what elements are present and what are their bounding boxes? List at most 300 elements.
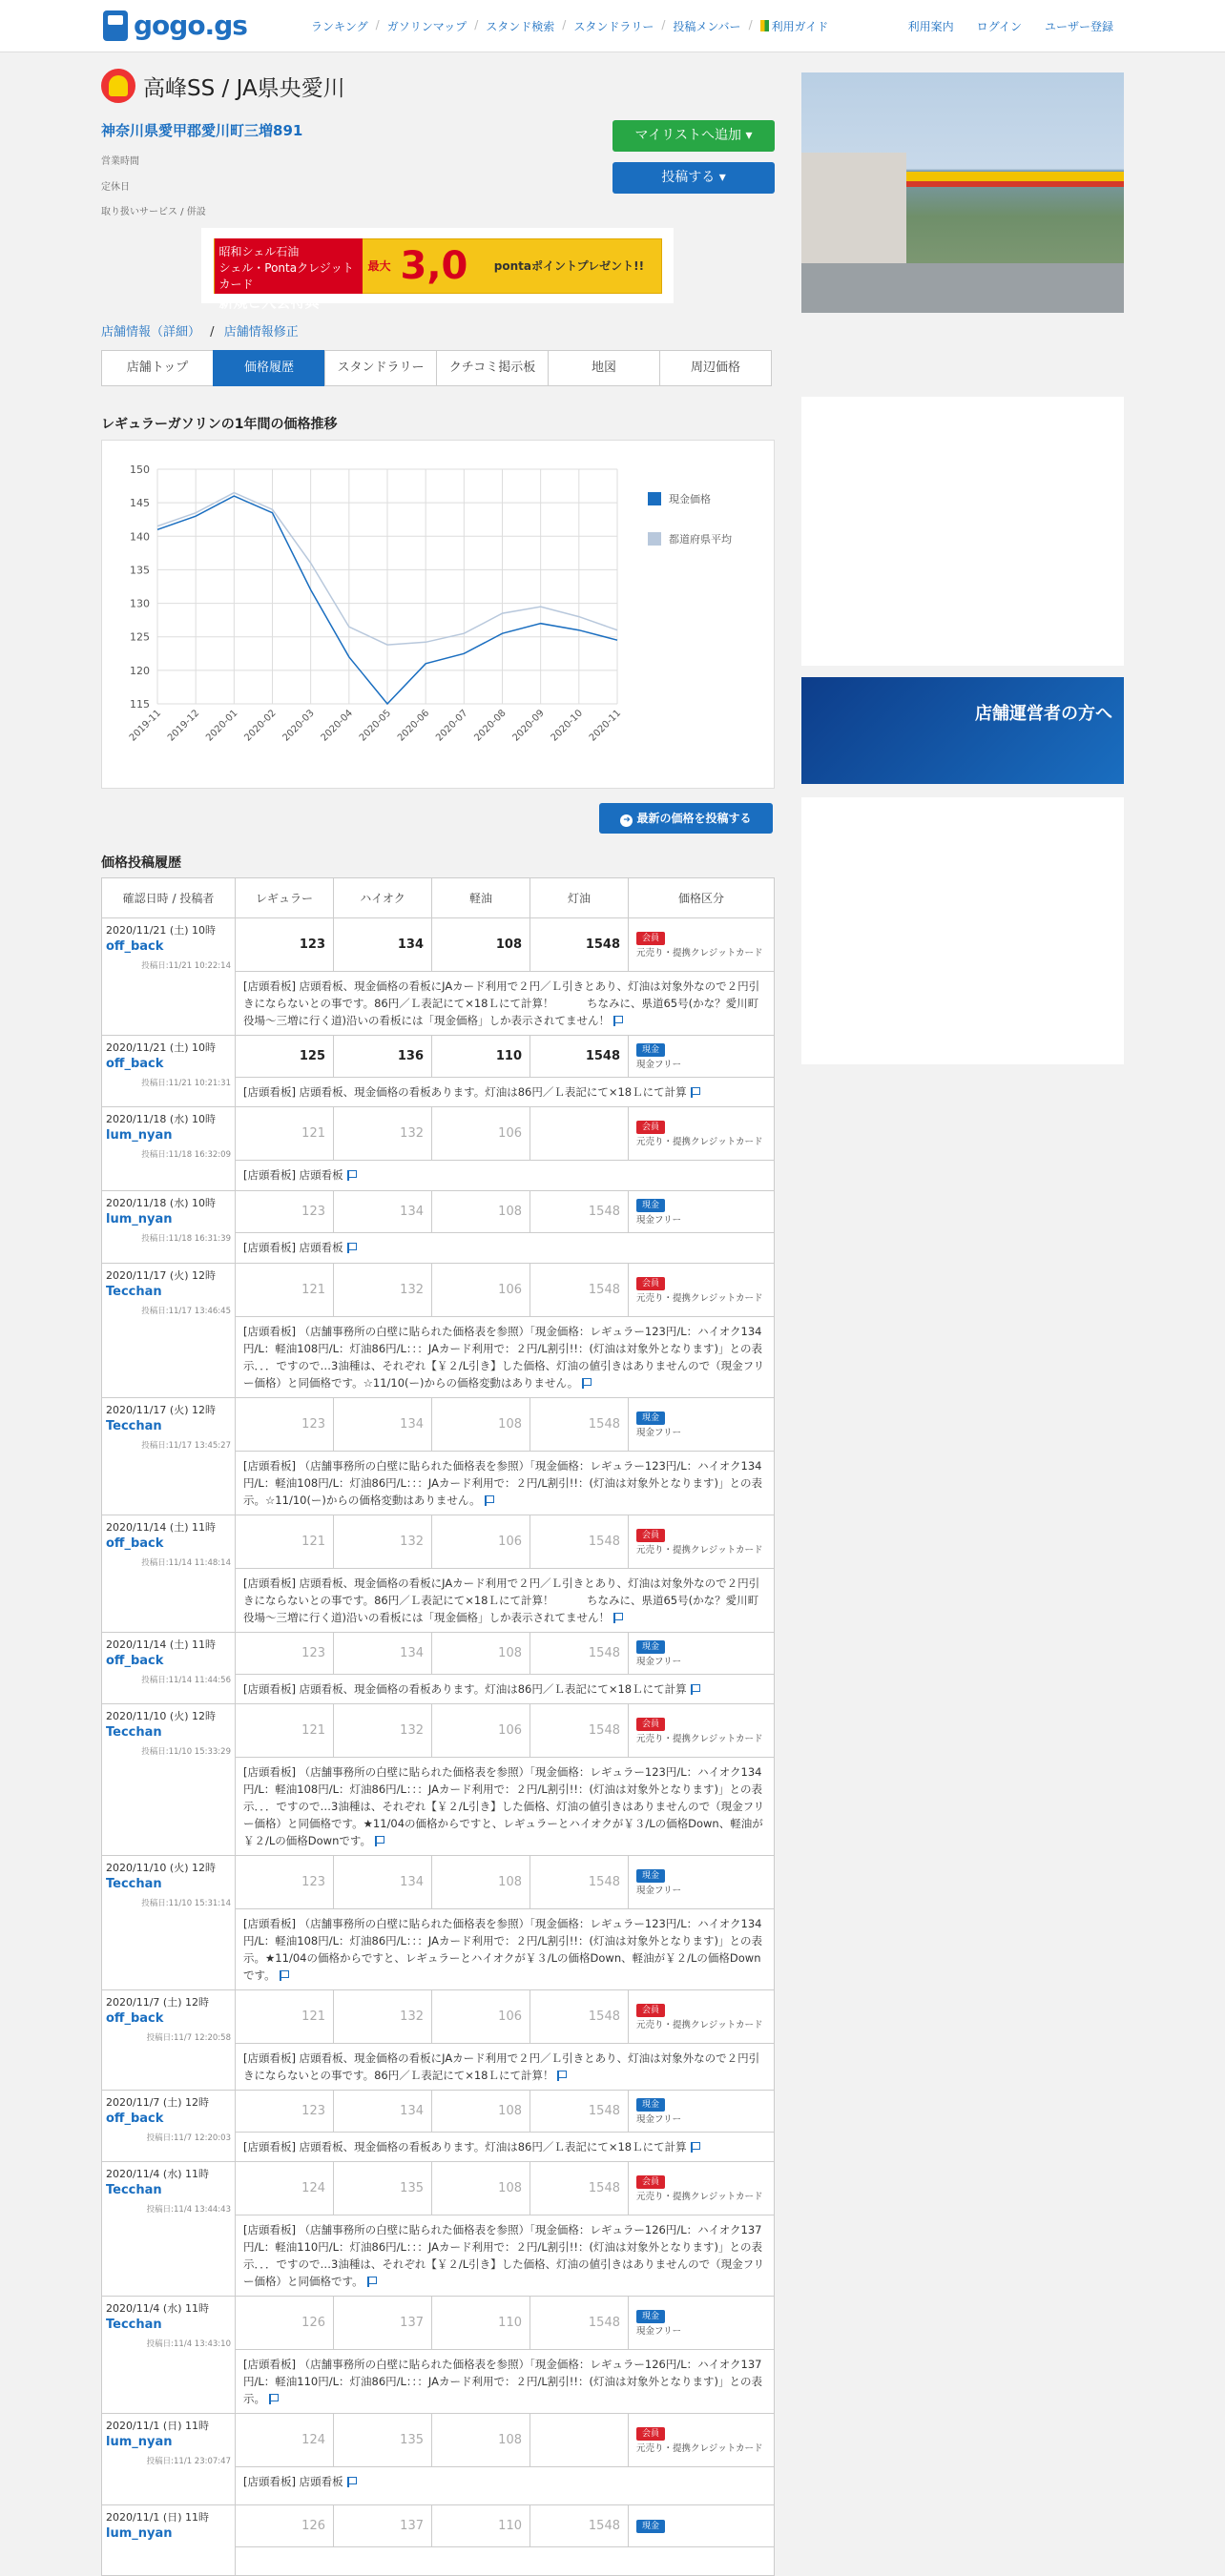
price-type-label: 現金フリー — [636, 1656, 682, 1667]
price-cell-hi: 134 — [334, 1398, 432, 1452]
main-content — [101, 69, 775, 2541]
nav-stand-search[interactable]: スタンド検索 — [486, 20, 555, 33]
y-tick-label: 135 — [130, 564, 150, 577]
check-date: 2020/11/21 (土) 10時 — [106, 1041, 216, 1054]
price-type-cell — [629, 1633, 775, 1675]
post-meta — [102, 1990, 236, 2091]
price-cell-reg: 125 — [236, 1036, 334, 1078]
check-date: 2020/11/10 (火) 12時 — [106, 1710, 216, 1722]
user-link[interactable]: off_back — [106, 1057, 164, 1071]
report-flag-icon[interactable] — [269, 2394, 279, 2404]
comment-cell — [236, 2467, 775, 2505]
post-date: 投稿日:11/10 15:33:29 — [141, 1747, 231, 1757]
comment-text: [店頭看板] （店舗事務所の白壁に貼られた価格表を参照）「現金価格：レギュラー126円/L：ハイオク137円/L：軽油110円/L：灯油86円/L：：：JAカード利用で：２円/L割引!!：(灯油は対象外となります)」との表示．．．ですので…3油種は、それぞれ【￥２/L引き】した価格、灯油の値引きはありませんので（現金フリー価格）と同価格です。 — [243, 2223, 765, 2288]
user-link[interactable]: Tecchan — [106, 1725, 162, 1740]
nav-separator: / — [474, 18, 479, 31]
post-meta — [102, 2505, 236, 2576]
post-date: 投稿日:11/1 23:07:47 — [146, 2457, 231, 2466]
comment-cell — [236, 1675, 775, 1704]
price-cell-hi: 136 — [334, 1036, 432, 1078]
comment-cell — [236, 972, 775, 1036]
price-cell-kero: 1548 — [530, 918, 629, 972]
price-type-label: 元売り・提携クレジットカード — [636, 2019, 763, 2030]
price-type-badge: 現金 — [636, 1199, 665, 1212]
price-type-badge: 現金 — [636, 1869, 665, 1883]
price-type-badge: 会員 — [636, 2427, 665, 2441]
table-row — [102, 1398, 775, 1452]
price-cell-hi: 132 — [334, 1990, 432, 2044]
check-date: 2020/11/7 (土) 12時 — [106, 2096, 209, 2109]
station-photo — [801, 72, 1124, 313]
price-type-badge: 会員 — [636, 932, 665, 945]
price-type-badge: 現金 — [636, 1412, 665, 1425]
post-date: 投稿日:11/21 10:22:14 — [141, 961, 231, 971]
comment-cell — [236, 1569, 775, 1633]
check-date: 2020/11/1 (日) 11時 — [106, 2420, 209, 2432]
price-cell-hi: 137 — [334, 2297, 432, 2350]
comment-text: [店頭看板] 店頭看板、現金価格の看板あります。灯油は86円／Ｌ表記にて×18Ｌにて計算 — [243, 2140, 687, 2154]
price-cell-kero: 1548 — [530, 1191, 629, 1233]
report-flag-icon[interactable] — [613, 1613, 623, 1623]
fuel-pump-icon — [103, 10, 128, 41]
caret-down-icon: ▾ — [745, 128, 753, 143]
post-meta — [102, 2091, 236, 2162]
comment-text: [店頭看板] （店舗事務所の白壁に貼られた価格表を参照）「現金価格：レギュラー123円/L：ハイオク134円/L：軽油108円/L：灯油86円/L：：：JAカード利用で：２円/L割引!!：(灯油は対象外となります)」との表示．．．ですので…3油種は、それぞれ【￥２/L引き】した価格、灯油の値引きはありませんので（現金フリー価格）と同価格です。☆11/10(ー)からの価格変動はありません。 — [243, 1325, 765, 1390]
price-type-cell — [629, 1990, 775, 2044]
price-history-table — [101, 877, 775, 2576]
breadcrumb-separator: / — [210, 325, 215, 340]
price-type-cell — [629, 2505, 775, 2547]
photo-canopy — [906, 172, 1124, 187]
x-tick-label: 2020-02 — [242, 708, 279, 744]
ad-banner-inner — [214, 238, 662, 311]
nav-members[interactable]: 投稿メンバー — [673, 20, 741, 33]
price-cell-hi: 132 — [334, 1704, 432, 1758]
table-row — [102, 1856, 775, 1909]
comment-text: [店頭看板] 店頭看板、現金価格の看板あります。灯油は86円／Ｌ表記にて×18Ｌにて計算 — [243, 1682, 687, 1696]
price-type-cell — [629, 2162, 775, 2215]
add-mylist-label: マイリストへ追加 — [634, 128, 741, 143]
post-meta — [102, 1036, 236, 1107]
tab-store-top[interactable]: 店舗トップ — [101, 350, 214, 386]
site-header — [0, 0, 1225, 52]
post-date: 投稿日:11/14 11:48:14 — [141, 1558, 231, 1568]
comment-text: [店頭看板] （店舗事務所の白壁に貼られた価格表を参照）「現金価格：レギュラー123円/L：ハイオク134円/L：軽油108円/L：灯油86円/L：：：JAカード利用で：２円/L割引!!：(灯油は対象外となります)」との表示。★11/04の価格からですと、レギュラーとハイオクが￥３/Lの価格Down、軽油が￥２/Lの価格Downです。 — [243, 1917, 762, 1982]
post-meta — [102, 1398, 236, 1515]
tab-nearby-prices[interactable]: 周辺価格 — [659, 350, 772, 386]
shell-logo-icon — [101, 69, 135, 103]
price-cell-reg: 121 — [236, 1704, 334, 1758]
price-cell-diesel: 106 — [432, 1264, 530, 1317]
check-date: 2020/11/17 (火) 12時 — [106, 1269, 216, 1282]
price-cell-kero: 1548 — [530, 2505, 629, 2547]
comment-cell — [236, 2350, 775, 2414]
price-cell-diesel: 108 — [432, 1856, 530, 1909]
price-type-label: 現金フリー — [636, 1059, 682, 1070]
post-date: 投稿日:11/10 15:31:14 — [141, 1899, 231, 1908]
nav-ranking[interactable]: ランキング — [311, 20, 368, 33]
price-type-label: 元売り・提携クレジットカード — [636, 2442, 763, 2454]
post-meta — [102, 1264, 236, 1398]
post-latest-price-label: 最新の価格を投稿する — [636, 812, 752, 825]
user-link[interactable]: off_back — [106, 2112, 164, 2126]
price-type-cell — [629, 1264, 775, 1317]
price-type-badge: 会員 — [636, 1529, 665, 1542]
ad-banner[interactable] — [201, 228, 674, 311]
post-date: 投稿日:11/4 13:43:10 — [146, 2339, 231, 2349]
comment-text: [店頭看板] 店頭看板 — [243, 1241, 343, 1254]
nav-register[interactable]: ユーザー登録 — [1044, 20, 1113, 33]
price-cell-reg: 121 — [236, 1515, 334, 1569]
nav-separator: / — [375, 18, 380, 31]
price-type-label: 現金フリー — [636, 2113, 682, 2125]
comment-cell — [236, 1161, 775, 1191]
check-date: 2020/11/10 (火) 12時 — [106, 1862, 216, 1874]
post-date: 投稿日:11/14 11:44:56 — [141, 1676, 231, 1685]
price-cell-diesel: 108 — [432, 1398, 530, 1452]
price-cell-diesel: 110 — [432, 2297, 530, 2350]
table-row — [102, 2162, 775, 2215]
x-tick-label: 2020-08 — [472, 708, 509, 744]
post-date: 投稿日:11/18 16:32:09 — [141, 1150, 231, 1160]
post-date: 投稿日:11/17 13:46:45 — [141, 1307, 231, 1316]
price-cell-reg: 123 — [236, 1191, 334, 1233]
price-type-cell — [629, 1856, 775, 1909]
tab-bar — [101, 350, 779, 386]
user-link[interactable]: lum_nyan — [106, 2526, 173, 2541]
price-cell-hi: 132 — [334, 1107, 432, 1161]
post-meta — [102, 1515, 236, 1633]
user-nav — [885, 18, 1113, 34]
comment-cell — [236, 1909, 775, 1990]
price-cell-hi: 135 — [334, 2162, 432, 2215]
station-address[interactable]: 神奈川県愛甲郡愛川町三増891 — [101, 122, 303, 139]
user-link[interactable]: Tecchan — [106, 2183, 162, 2197]
breadcrumb — [101, 321, 299, 340]
x-tick-label: 2020-04 — [319, 708, 355, 744]
ad-slot — [801, 797, 1124, 1064]
table-row — [102, 2091, 775, 2133]
col-kerosene: 灯油 — [530, 878, 629, 918]
user-link[interactable]: lum_nyan — [106, 2435, 173, 2449]
sidebar — [801, 72, 1124, 724]
x-tick-label: 2020-05 — [357, 708, 394, 744]
price-type-badge: 会員 — [636, 2004, 665, 2017]
price-type-label: 元売り・提携クレジットカード — [636, 1136, 763, 1147]
comment-cell — [236, 1758, 775, 1856]
post-meta — [102, 1191, 236, 1264]
ad-ponta-text: pontaポイントプレゼント!! — [493, 259, 645, 273]
post-latest-price-button[interactable] — [599, 803, 773, 834]
comment-cell — [236, 2044, 775, 2091]
x-tick-label: 2020-01 — [204, 708, 240, 744]
post-date: 投稿日:11/7 12:20:03 — [146, 2133, 231, 2143]
logo-text: gogo.gs — [134, 10, 247, 41]
operator-banner-text: 店舗運営者の方へ — [975, 704, 1112, 724]
ad-amount: 3,0 — [400, 243, 468, 288]
nav-usage-info[interactable]: 利用案内 — [907, 20, 954, 33]
comment-text: [店頭看板] 店頭看板、現金価格の看板にJAカード利用で２円／Ｌ引きとあり、灯油は対象外なので２円引きにならないとの事です。86円／Ｌ表記にて×18Ｌにて計算！ — [243, 2051, 760, 2082]
report-flag-icon[interactable] — [691, 1684, 700, 1695]
price-type-cell — [629, 1191, 775, 1233]
user-link[interactable]: off_back — [106, 1536, 164, 1551]
station-title — [101, 69, 775, 103]
breadcrumb-detail[interactable]: 店舗情報（詳細） — [101, 325, 201, 340]
user-link[interactable]: Tecchan — [106, 2318, 162, 2332]
price-cell-diesel: 106 — [432, 1990, 530, 2044]
price-cell-reg: 123 — [236, 1856, 334, 1909]
price-type-label: 現金フリー — [636, 1214, 682, 1226]
col-price-type: 価格区分 — [629, 878, 775, 918]
price-type-cell — [629, 1036, 775, 1078]
table-row — [102, 1633, 775, 1675]
report-flag-icon[interactable] — [557, 2071, 567, 2081]
price-type-badge: 現金 — [636, 2310, 665, 2323]
price-cell-hi: 135 — [334, 2414, 432, 2467]
y-tick-label: 120 — [130, 664, 150, 677]
price-cell-kero: 1548 — [530, 1515, 629, 1569]
report-flag-icon[interactable] — [582, 1378, 592, 1389]
nav-separator: / — [661, 18, 666, 31]
post-dropdown-label: 投稿する — [661, 170, 716, 185]
price-cell-diesel: 108 — [432, 1191, 530, 1233]
price-cell-reg: 124 — [236, 2162, 334, 2215]
comment-text: [店頭看板] 店頭看板 — [243, 1168, 343, 1182]
post-date: 投稿日:11/17 13:45:27 — [141, 1441, 231, 1451]
price-cell-hi: 134 — [334, 2091, 432, 2133]
x-tick-label: 2020-07 — [434, 708, 470, 744]
check-date: 2020/11/14 (土) 11時 — [106, 1638, 216, 1651]
caret-down-icon: ▾ — [718, 170, 726, 185]
user-link[interactable]: Tecchan — [106, 1877, 162, 1891]
price-cell-diesel: 108 — [432, 918, 530, 972]
nav-login[interactable]: ログイン — [976, 20, 1022, 33]
price-type-label: 元売り・提携クレジットカード — [636, 1292, 763, 1304]
price-cell-reg: 123 — [236, 918, 334, 972]
price-cell-kero: 1548 — [530, 2162, 629, 2215]
price-type-cell — [629, 2297, 775, 2350]
user-link[interactable]: lum_nyan — [106, 1212, 173, 1226]
price-type-label: 元売り・提携クレジットカード — [636, 1544, 763, 1556]
price-cell-reg: 121 — [236, 1107, 334, 1161]
check-date: 2020/11/21 (土) 10時 — [106, 924, 216, 937]
legend-label: 現金価格 — [669, 493, 711, 505]
table-row — [102, 1990, 775, 2044]
comment-cell — [236, 1078, 775, 1107]
price-cell-kero: 1548 — [530, 1036, 629, 1078]
x-tick-label: 2020-10 — [549, 708, 585, 744]
user-link[interactable]: off_back — [106, 2011, 164, 2026]
table-row — [102, 2505, 775, 2547]
price-cell-kero: 1548 — [530, 1856, 629, 1909]
post-date: 投稿日:11/21 10:21:31 — [141, 1079, 231, 1088]
report-flag-icon[interactable] — [347, 1170, 357, 1181]
price-cell-kero: 1548 — [530, 1398, 629, 1452]
table-row — [102, 2414, 775, 2467]
user-link[interactable]: lum_nyan — [106, 1128, 173, 1143]
price-cell-reg: 126 — [236, 2505, 334, 2547]
price-chart — [101, 440, 775, 789]
post-dropdown-button[interactable] — [612, 162, 775, 194]
check-date: 2020/11/17 (火) 12時 — [106, 1404, 216, 1416]
price-cell-reg: 121 — [236, 1990, 334, 2044]
price-type-cell — [629, 2091, 775, 2133]
user-link[interactable]: Tecchan — [106, 1285, 162, 1299]
price-type-badge: 現金 — [636, 2098, 665, 2112]
x-tick-label: 2020-03 — [280, 708, 317, 744]
post-meta — [102, 2297, 236, 2414]
post-date: 投稿日:11/18 16:31:39 — [141, 1234, 231, 1244]
price-cell-reg: 124 — [236, 2414, 334, 2467]
check-date: 2020/11/1 (日) 11時 — [106, 2511, 209, 2524]
operator-banner[interactable] — [801, 677, 1124, 784]
station-name: 高峰SS / JA県央愛川 — [143, 75, 345, 101]
y-tick-label: 115 — [130, 698, 150, 711]
tab-stand-rally[interactable]: スタンドラリー — [324, 350, 437, 386]
price-type-badge: 会員 — [636, 1121, 665, 1134]
site-logo[interactable] — [103, 10, 247, 41]
y-tick-label: 125 — [130, 630, 150, 644]
price-cell-kero: 1548 — [530, 2297, 629, 2350]
price-type-badge: 会員 — [636, 2175, 665, 2189]
nav-separator: / — [748, 18, 753, 31]
price-type-label: 元売り・提携クレジットカード — [636, 947, 763, 958]
post-meta — [102, 1856, 236, 1990]
post-meta — [102, 1633, 236, 1704]
check-date: 2020/11/18 (水) 10時 — [106, 1113, 216, 1125]
post-meta — [102, 1704, 236, 1856]
report-flag-icon[interactable] — [347, 1243, 357, 1253]
services-label: 取り扱いサービス / 併設 — [101, 207, 206, 217]
col-regular: レギュラー — [236, 878, 334, 918]
price-type-cell — [629, 1107, 775, 1161]
col-high-octane: ハイオク — [334, 878, 432, 918]
comment-text: [店頭看板] （店舗事務所の白壁に貼られた価格表を参照）「現金価格：レギュラー126円/L：ハイオク137円/L：軽油110円/L：灯油86円/L：：：JAカード利用で：２円/L割引!!：(灯油は対象外となります)」との表示。 — [243, 2358, 762, 2405]
price-cell-hi: 134 — [334, 1191, 432, 1233]
photo-road — [801, 263, 1124, 313]
price-cell-kero: 1548 — [530, 2091, 629, 2133]
add-mylist-button[interactable] — [612, 120, 775, 152]
comment-text: [店頭看板] 店頭看板、現金価格の看板にJAカード利用で２円／Ｌ引きとあり、灯油は対象外なので２円引きにならないとの事です。86円／Ｌ表記にて×18Ｌにて計算！ ちなみに、県道65号(かな？愛川町役場〜三増に行く道)沿いの看板には「現金価格」しか表示されてません！ — [243, 979, 760, 1027]
post-meta — [102, 2414, 236, 2505]
ad-card: シェル・Pontaクレジットカード — [218, 260, 354, 291]
col-diesel: 軽油 — [432, 878, 530, 918]
nav-stand-rally[interactable]: スタンドラリー — [573, 20, 654, 33]
table-header-row — [102, 878, 775, 918]
ad-offer: 新規ご入会特典 — [218, 293, 320, 311]
price-type-label: 現金フリー — [636, 2325, 682, 2337]
price-cell-hi: 134 — [334, 1856, 432, 1909]
nav-guide[interactable]: 利用ガイド — [771, 20, 829, 33]
post-meta — [102, 918, 236, 1036]
comment-cell — [236, 2133, 775, 2162]
table-row — [102, 918, 775, 972]
check-date: 2020/11/4 (水) 11時 — [106, 2168, 209, 2180]
ad-max: 最大 — [367, 259, 391, 273]
ad-brand: 昭和シェル石油 — [218, 244, 300, 258]
price-cell-hi: 134 — [334, 918, 432, 972]
hours-label: 営業時間 — [101, 156, 139, 167]
y-tick-label: 130 — [130, 597, 150, 610]
price-type-badge: 現金 — [636, 2520, 665, 2533]
price-cell-kero — [530, 1107, 629, 1161]
comment-text: [店頭看板] 店頭看板、現金価格の看板あります。灯油は86円／Ｌ表記にて×18Ｌにて計算 — [243, 1085, 687, 1099]
price-cell-reg: 123 — [236, 1633, 334, 1675]
user-link[interactable]: off_back — [106, 1654, 164, 1668]
legend-swatch — [648, 532, 661, 546]
price-type-cell — [629, 2414, 775, 2467]
tab-price-history[interactable]: 価格履歴 — [213, 350, 325, 386]
post-meta — [102, 1107, 236, 1191]
comment-cell — [236, 2547, 775, 2576]
price-type-label: 元売り・提携クレジットカード — [636, 1733, 763, 1744]
price-cell-kero — [530, 2414, 629, 2467]
report-flag-icon[interactable] — [485, 1495, 494, 1506]
photo-building — [801, 153, 906, 265]
price-cell-hi: 132 — [334, 1264, 432, 1317]
price-cell-diesel: 106 — [432, 1515, 530, 1569]
ad-slot — [801, 397, 1124, 666]
report-flag-icon[interactable] — [691, 2142, 700, 2153]
report-flag-icon[interactable] — [691, 1087, 700, 1098]
price-type-badge: 現金 — [636, 1043, 665, 1057]
table-row — [102, 1515, 775, 1569]
report-flag-icon[interactable] — [280, 1970, 289, 1981]
comment-cell — [236, 2215, 775, 2297]
table-row — [102, 1107, 775, 1161]
report-flag-icon[interactable] — [347, 2477, 357, 2487]
price-cell-reg: 123 — [236, 1398, 334, 1452]
price-cell-kero: 1548 — [530, 1990, 629, 2044]
legend-swatch — [648, 492, 661, 505]
comment-cell — [236, 1317, 775, 1398]
report-flag-icon[interactable] — [375, 1836, 384, 1846]
arrow-circle-icon: ➜ — [620, 814, 633, 827]
table-row — [102, 1191, 775, 1233]
price-cell-diesel: 106 — [432, 1704, 530, 1758]
check-date: 2020/11/4 (水) 11時 — [106, 2302, 209, 2315]
report-flag-icon[interactable] — [613, 1016, 623, 1026]
comment-text: [店頭看板] 店頭看板、現金価格の看板にJAカード利用で２円／Ｌ引きとあり、灯油は対象外なので２円引きにならないとの事です。86円／Ｌ表記にて×18Ｌにて計算！ ちなみに、県道65号(かな？愛川町役場〜三増に行く道)沿いの看板には「現金価格」しか表示されてません！ — [243, 1577, 760, 1624]
holiday-label: 定休日 — [101, 182, 130, 193]
price-cell-diesel: 108 — [432, 2414, 530, 2467]
breadcrumb-edit[interactable]: 店舗情報修正 — [223, 325, 299, 340]
price-type-cell — [629, 1515, 775, 1569]
history-title: 価格投稿履歴 — [101, 855, 181, 871]
tab-map[interactable]: 地図 — [548, 350, 660, 386]
nav-separator: / — [562, 18, 567, 31]
x-tick-label: 2020-06 — [395, 708, 432, 744]
x-tick-label: 2020-09 — [510, 708, 547, 744]
tab-reviews[interactable]: クチコミ掲示板 — [436, 350, 549, 386]
nav-gasoline-map[interactable]: ガソリンマップ — [386, 20, 467, 33]
post-meta — [102, 2162, 236, 2297]
price-cell-hi: 137 — [334, 2505, 432, 2547]
price-cell-kero: 1548 — [530, 1633, 629, 1675]
beginner-mark-icon — [760, 20, 769, 31]
user-link[interactable]: Tecchan — [106, 1419, 162, 1433]
comment-text: [店頭看板] （店舗事務所の白壁に貼られた価格表を参照）「現金価格：レギュラー123円/L：ハイオク134円/L：軽油108円/L：灯油86円/L：：：JAカード利用で：２円/L割引!!：(灯油は対象外となります)」との表示。☆11/10(ー)からの価格変動はありません。 — [243, 1459, 762, 1507]
user-link[interactable]: off_back — [106, 939, 164, 954]
price-cell-kero: 1548 — [530, 1264, 629, 1317]
price-type-label: 元売り・提携クレジットカード — [636, 2191, 763, 2202]
x-tick-label: 2019-11 — [127, 708, 164, 744]
report-flag-icon[interactable] — [367, 2277, 377, 2287]
price-cell-diesel: 108 — [432, 2162, 530, 2215]
price-cell-diesel: 110 — [432, 1036, 530, 1078]
table-body — [102, 918, 775, 2576]
price-cell-hi: 132 — [334, 1515, 432, 1569]
